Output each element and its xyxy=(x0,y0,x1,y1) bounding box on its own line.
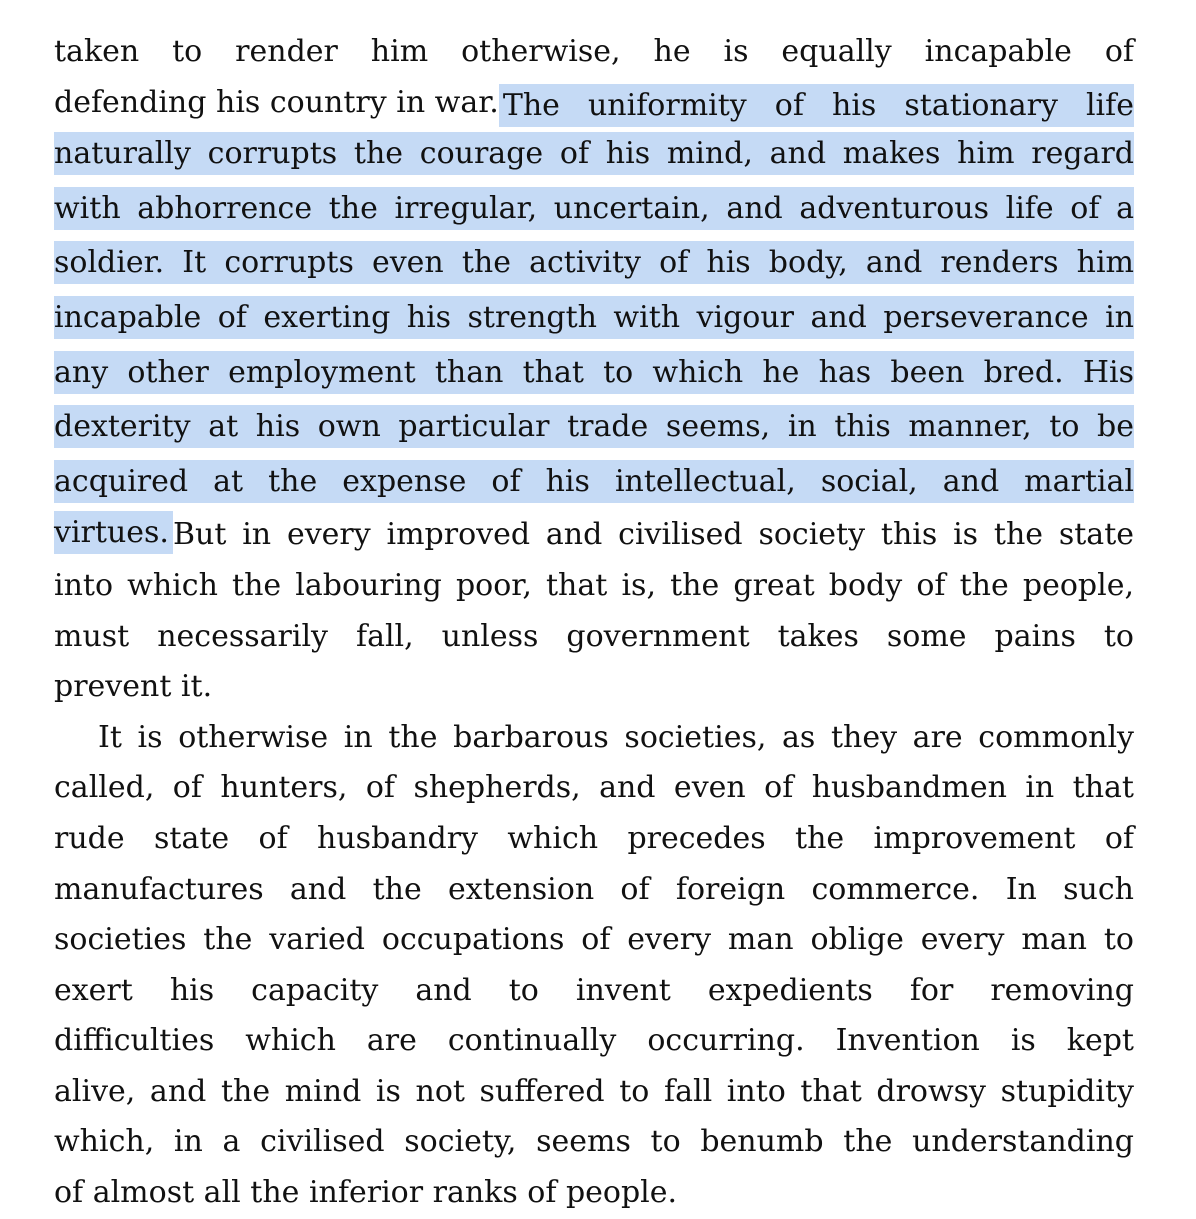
highlighted-segment[interactable]: incapable of exerting his strength with vigour and perseverance in xyxy=(54,296,1134,339)
highlighted-segment[interactable]: dexterity at his own particular trade seems, in this manner, to be xyxy=(54,405,1134,448)
text-line: manufactures and the extension of foreign commerce. In such xyxy=(54,871,1134,907)
text-line: must necessarily fall, unless government takes some pains to xyxy=(54,618,1134,654)
text-line-highlighted xyxy=(54,132,1134,183)
text-line: into which the labouring poor, that is, the great body of the people, xyxy=(54,567,1134,603)
text-line-partial-highlight xyxy=(54,78,1134,129)
text-line-highlighted xyxy=(54,351,1134,402)
text-line-first: It is otherwise in the barbarous societies, as they are commonly xyxy=(98,719,1134,755)
text-line: which, in a civilised society, seems to benumb the understanding xyxy=(54,1124,1134,1160)
paragraph-1 xyxy=(54,27,1134,713)
text-line-last: prevent it. xyxy=(54,669,213,705)
highlighted-segment[interactable]: soldier. It corrupts even the activity of his body, and renders him xyxy=(54,241,1134,284)
paragraph-2 xyxy=(54,713,1134,1219)
text-line: exert his capacity and to invent expedients for removing xyxy=(54,972,1134,1008)
text-segment: defending his country in war. xyxy=(54,84,499,120)
text-line: societies the varied occupations of every man oblige every man to xyxy=(54,922,1134,958)
text-segment: But in every improved and civilised society this is the state xyxy=(172,517,1134,553)
highlighted-segment[interactable]: virtues. xyxy=(54,511,173,554)
text-line: taken to render him otherwise, he is equally incapable of xyxy=(54,34,1134,69)
text-line-highlighted xyxy=(54,405,1134,456)
text-line: alive, and the mind is not suffered to fall into that drowsy stupidity xyxy=(54,1073,1134,1109)
highlighted-segment[interactable]: naturally corrupts the courage of his mind, and makes him regard xyxy=(54,132,1134,175)
highlighted-segment[interactable]: any other employment than that to which he has been bred. His xyxy=(54,351,1134,394)
highlighted-segment[interactable]: with abhorrence the irregular, uncertain, and adventurous life of a xyxy=(54,187,1134,230)
text-line: rude state of husbandry which precedes the improvement of xyxy=(54,820,1134,856)
text-line-highlighted xyxy=(54,241,1134,292)
text-line: called, of hunters, of shepherds, and even of husbandmen in that xyxy=(54,770,1134,806)
text-line-highlighted xyxy=(54,187,1134,238)
text-line-partial-highlight xyxy=(54,510,1134,561)
text-line-last: of almost all the inferior ranks of people. xyxy=(54,1175,678,1211)
highlighted-segment[interactable]: The uniformity of his stationary life xyxy=(499,84,1134,127)
text-line: difficulties which are continually occurring. Invention is kept xyxy=(54,1023,1134,1059)
document-page xyxy=(54,27,1134,1219)
text-line-highlighted xyxy=(54,460,1134,511)
highlighted-segment[interactable]: acquired at the expense of his intellectual, social, and martial xyxy=(54,460,1134,503)
text-line-highlighted xyxy=(54,296,1134,347)
